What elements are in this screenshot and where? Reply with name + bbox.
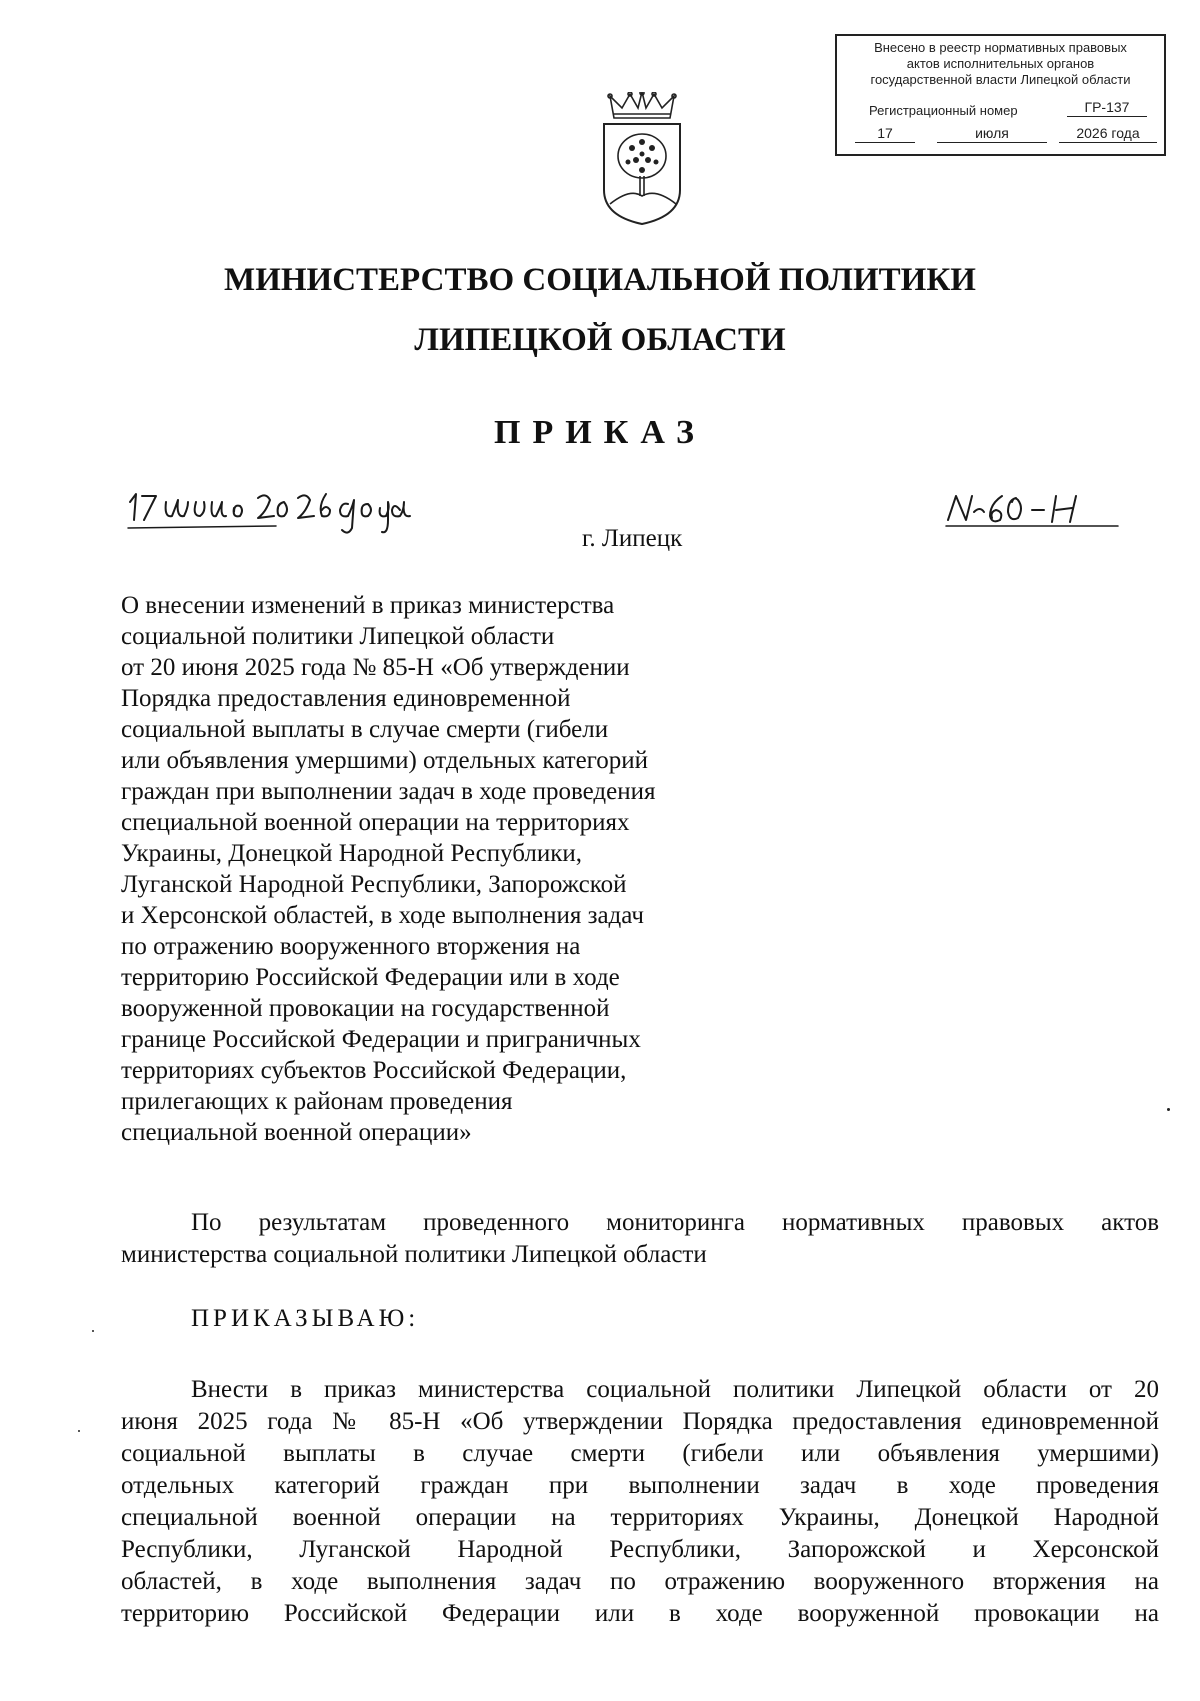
subject-line: по отражению вооруженного вторжения на — [121, 933, 581, 960]
subject-line: от 20 июня 2025 года № 85-Н «Об утверждении — [121, 654, 630, 681]
subject-line: границе Российской Федерации и приграничных — [121, 1026, 641, 1053]
subject-line: О внесении изменений в приказ министерства — [121, 592, 615, 619]
subject-line: социальной политики Липецкой области — [121, 623, 555, 650]
stamp-reg-number: ГР-137 — [1067, 100, 1147, 117]
organization-name-line-1: МИНИСТЕРСТВО СОЦИАЛЬНОЙ ПОЛИТИКИ — [224, 262, 976, 298]
stamp-year: 2026 года — [1059, 126, 1157, 143]
stamp-day: 17 — [855, 126, 915, 143]
paragraph-line: Внести в приказ министерства социальной политики Липецкой области от 20 — [191, 1376, 1159, 1403]
scan-speck — [78, 1430, 80, 1432]
body-paragraph — [121, 1374, 1159, 1630]
paragraph-line: министерства социальной политики Липецкой области — [121, 1241, 707, 1268]
subject-line: прилегающих к районам проведения — [121, 1088, 513, 1115]
paragraph-line: социальной выплаты в случае смерти (гибели или объявления умершими) — [121, 1440, 1159, 1467]
paragraph-line: По результатам проведенного мониторинга нормативных правовых актов — [191, 1209, 1159, 1236]
paragraph-line: специальной военной операции на территориях Украины, Донецкой Народной — [121, 1504, 1159, 1531]
subject-line: вооруженной провокации на государственной — [121, 995, 610, 1022]
scan-speck — [92, 1330, 94, 1332]
registration-stamp — [835, 34, 1166, 156]
stamp-reg-label: Регистрационный номер — [869, 103, 1018, 118]
paragraph-line: июня 2025 года № 85-Н «Об утверждении Порядка предоставления единовременной — [121, 1408, 1159, 1435]
preamble-paragraph — [121, 1207, 1159, 1271]
paragraph-line: территорию Российской Федерации или в ходе вооруженной провокации на — [121, 1600, 1159, 1627]
subject-line: и Херсонской областей, в ходе выполнения задач — [121, 902, 644, 929]
subject-line: специальной военной операции» — [121, 1119, 472, 1146]
paragraph-line: областей, в ходе выполнения задач по отражению вооруженного вторжения на — [121, 1568, 1159, 1595]
subject-line: Луганской Народной Республики, Запорожской — [121, 871, 627, 898]
handwritten-number — [944, 490, 1120, 536]
paragraph-line: отдельных категорий граждан при выполнении задач в ходе проведения — [121, 1472, 1159, 1499]
subject-line: специальной военной операции на территориях — [121, 809, 630, 836]
stamp-line-1: Внесено в реестр нормативных правовых — [874, 40, 1127, 55]
organization-name-line-2: ЛИПЕЦКОЙ ОБЛАСТИ — [414, 322, 786, 358]
subject-line: граждан при выполнении задач в ходе проведения — [121, 778, 656, 805]
subject-line: Украины, Донецкой Народной Республики, — [121, 840, 583, 867]
order-directive: ПРИКАЗЫВАЮ: — [191, 1305, 420, 1332]
subject-line: социальной выплаты в случае смерти (гибели — [121, 716, 609, 743]
subject-line: территориях субъектов Российской Федерации, — [121, 1057, 627, 1084]
city-label: г. Липецк — [582, 525, 683, 552]
stamp-line-3: государственной власти Липецкой области — [870, 72, 1131, 87]
handwritten-date — [126, 488, 426, 548]
coat-of-arms-icon — [600, 92, 684, 226]
stamp-month: июля — [937, 126, 1047, 143]
paragraph-line: Республики, Луганской Народной Республики, Запорожской и Херсонской — [121, 1536, 1159, 1563]
subject-line: Порядка предоставления единовременной — [121, 685, 571, 712]
subject-line: или объявления умершими) отдельных категорий — [121, 747, 649, 774]
subject-line: территорию Российской Федерации или в ходе — [121, 964, 620, 991]
stamp-line-2: актов исполнительных органов — [906, 56, 1095, 71]
scan-speck — [1167, 1108, 1170, 1111]
document-subject — [121, 590, 656, 1148]
document-type-title: ПРИКАЗ — [494, 414, 706, 451]
